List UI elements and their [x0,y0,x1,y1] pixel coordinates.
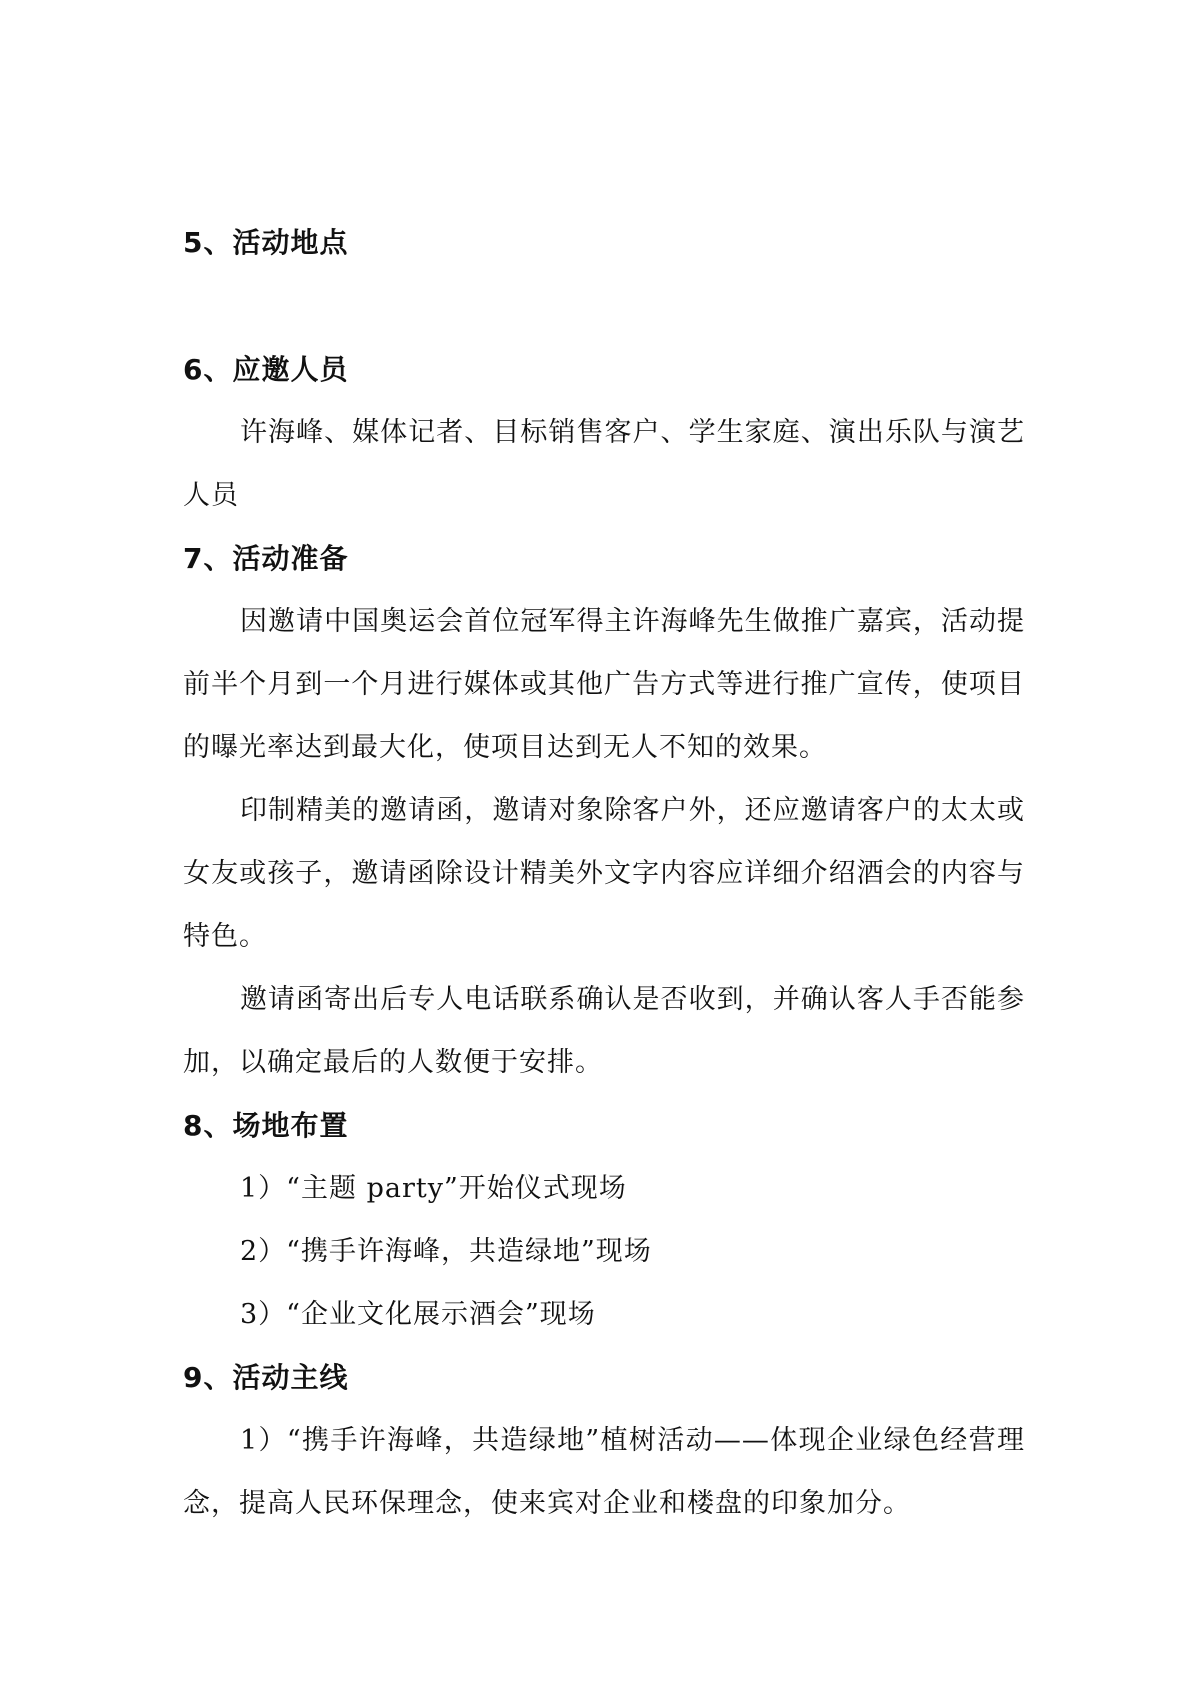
heading-venue-layout: 8、场地布置 [183,1109,349,1142]
paragraph-line: 特色。 [183,921,267,952]
paragraph-line: 的曝光率达到最大化，使项目达到无人不知的效果。 [183,732,827,763]
heading-invited-guests: 6、应邀人员 [183,353,349,386]
paragraph-line: 前半个月到一个月进行媒体或其他广告方式等进行推广宣传，使项目 [183,669,1025,700]
paragraph-line: 因邀请中国奥运会首位冠军得主许海峰先生做推广嘉宾，活动提 [240,606,1025,637]
paragraph-line: 加，以确定最后的人数便于安排。 [183,1047,603,1078]
paragraph-line: 印制精美的邀请函，邀请对象除客户外，还应邀请客户的太太或 [240,795,1025,826]
list-item: 2）“携手许海峰，共造绿地”现场 [240,1236,652,1267]
list-item: 1）“主题 party”开始仪式现场 [240,1173,627,1204]
list-item: 3）“企业文化展示酒会”现场 [240,1299,596,1330]
paragraph-line: 女友或孩子，邀请函除设计精美外文字内容应详细介绍酒会的内容与 [183,858,1025,889]
paragraph-line: 1）“携手许海峰，共造绿地”植树活动——体现企业绿色经营理 [240,1425,1025,1456]
paragraph-line: 邀请函寄出后专人电话联系确认是否收到，并确认客人手否能参 [240,984,1025,1015]
heading-activity-location: 5、活动地点 [183,226,349,259]
paragraph-line: 念，提高人民环保理念，使来宾对企业和楼盘的印象加分。 [183,1488,911,1519]
heading-activity-preparation: 7、活动准备 [183,542,349,575]
paragraph-line: 许海峰、媒体记者、目标销售客户、学生家庭、演出乐队与演艺 [240,417,1025,448]
heading-activity-mainline: 9、活动主线 [183,1361,349,1394]
paragraph-line: 人员 [183,480,239,511]
